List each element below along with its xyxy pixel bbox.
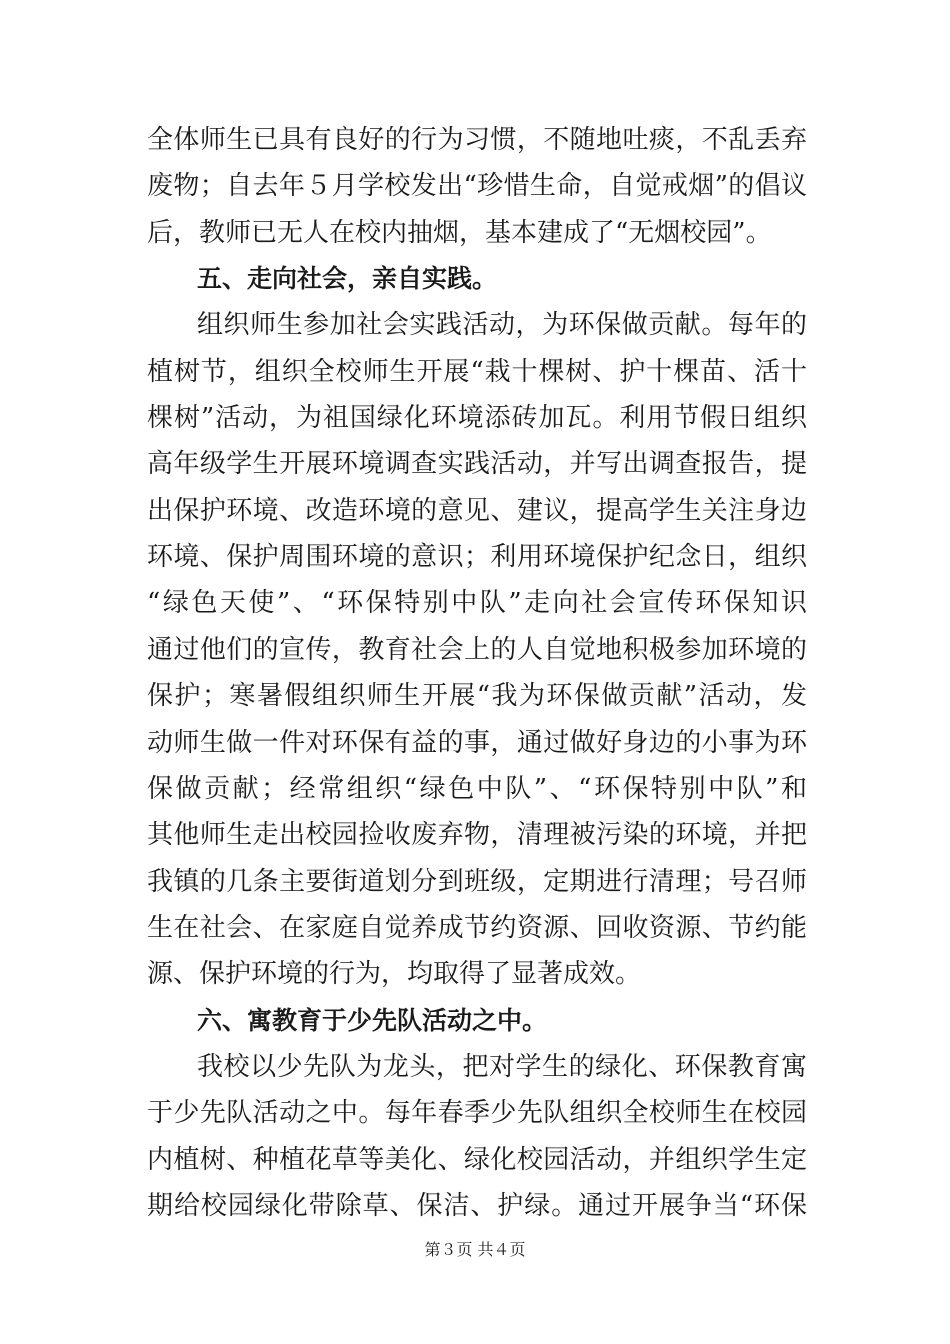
paragraph-line: 我镇的几条主要街道划分到班级，定期进行清理；号召师: [147, 867, 807, 897]
paragraph-line: “绿色天使”、“环保特别中队”走向社会宣传环保知识: [147, 588, 807, 618]
paragraph-line: 保护；寒暑假组织师生开展“我为环保做贡献”活动，发: [147, 681, 807, 711]
paragraph-line: 棵树”活动，为祖国绿化环境添砖加瓦。利用节假日组织: [147, 403, 807, 433]
paragraph-line: 通过他们的宣传，教育社会上的人自觉地积极参加环境的: [147, 635, 807, 665]
paragraph-line: 内植树、种植花草等美化、绿化校园活动，并组织学生定: [147, 1145, 807, 1175]
paragraph-line: 期给校园绿化带除草、保洁、护绿。通过开展争当“环保: [147, 1191, 807, 1221]
paragraph-line: 我校以少先队为龙头，把对学生的绿化、环保教育寓: [197, 1052, 807, 1082]
paragraph-line: 动师生做一件对环保有益的事，通过做好身边的小事为环: [147, 728, 807, 758]
paragraph-line: 全体师生已具有良好的行为习惯，不随地吐痰，不乱丢弃: [147, 125, 807, 155]
paragraph-line: 生在社会、在家庭自觉养成节约资源、回收资源、节约能: [147, 913, 807, 943]
paragraph-line: 于少先队活动之中。每年春季少先队组织全校师生在校园: [147, 1098, 807, 1128]
paragraph-line: 源、保护环境的行为，均取得了显著成效。: [147, 959, 642, 989]
paragraph-line: 其他师生走出校园捡收废弃物，清理被污染的环境，并把: [147, 820, 807, 850]
paragraph-line: 后，教师已无人在校内抽烟，基本建成了“无烟校园”。: [147, 218, 772, 248]
section-heading-5: 五、走向社会，亲自实践。: [197, 264, 498, 293]
paragraph-line: 植树节，组织全校师生开展“栽十棵树、护十棵苗、活十: [147, 357, 807, 387]
section-heading-6: 六、寓教育于少先队活动之中。: [197, 1006, 548, 1035]
page-footer: 第３页 共４页: [424, 1240, 526, 1259]
paragraph-line: 组织师生参加社会实践活动，为环保做贡献。每年的: [197, 310, 807, 340]
paragraph-line: 环境、保护周围环境的意识；利用环境保护纪念日，组织: [147, 542, 807, 572]
paragraph-line: 保做贡献；经常组织“绿色中队”、“环保特别中队”和: [147, 774, 807, 804]
paragraph-line: 高年级学生开展环境调查实践活动，并写出调查报告，提: [147, 449, 807, 479]
paragraph-line: 出保护环境、改造环境的意见、建议，提高学生关注身边: [147, 496, 807, 526]
paragraph-line: 废物；自去年５月学校发出“珍惜生命，自觉戒烟”的倡议: [147, 171, 807, 201]
